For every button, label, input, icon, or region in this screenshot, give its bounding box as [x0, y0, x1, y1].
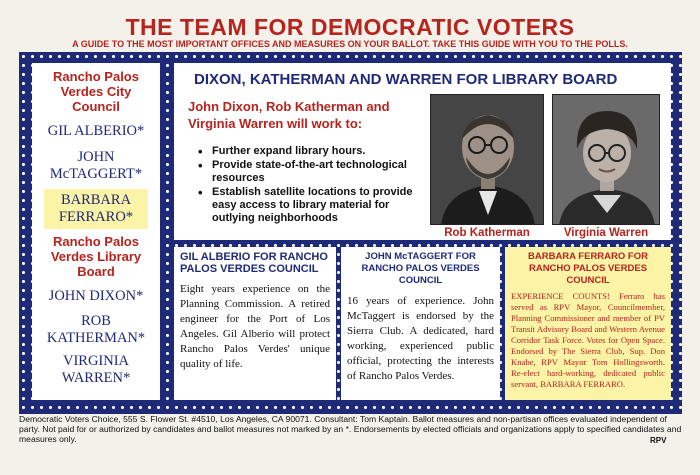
library-candidate: VIRGINIA WARREN*	[61, 353, 131, 386]
photo-caption: Virginia Warren	[563, 227, 649, 239]
list-item: • Provide state-of-the-art technological resources	[198, 159, 434, 185]
page-subtitle: A GUIDE TO THE MOST IMPORTANT OFFICES AND MEASURES ON YOUR BALLOT. TAKE THIS GUIDE WITH YOU TO THE POLLS.	[72, 39, 628, 49]
library-candidate: ROB KATHERMAN*	[46, 313, 146, 346]
candidate-box-highlighted	[505, 247, 671, 400]
disclaimer-footer: Democratic Voters Choice, 555 S. Flower St. #4510, Los Angeles, CA 90071. Consultant: Tom Kaptain. Ballot measures and non-partisan offices evaluated independent of party. Not paid for or authorized by candidates and ballot measures not marked by an *. Endorsements by elected officials and organizations apply to specified candidates and measures only.	[19, 414, 682, 444]
candidate-box-body: EXPERIENCE COUNTS! Ferraro has served as RPV Mayor, Councilmember, Planning Commissioner and member of PV Transit Advisory Board and Western Avenue Corridor Task Force. Votes for Open Space. Endorsed by The Sierra Club, Sup. Don Knabe, RPV Mayor Tom Hollingsworth. Re-elect hard-working, dedicated public servant, BARBARA FERRARO.	[511, 291, 665, 389]
council-candidate-highlighted: BARBARA FERRARO*	[44, 189, 148, 229]
slate-sidebar	[32, 63, 160, 400]
candidate-box-title: GIL ALBERIO FOR RANCHO PALOS VERDES COUNCIL	[180, 251, 328, 275]
candidate-box-body: 16 years of experience. John McTaggert is endorsed by the Sierra Club. A dedicated, hard working, experienced public official, protecting the interests of Rancho Palos Verdes.	[347, 295, 494, 382]
candidate-photo	[552, 94, 660, 225]
library-candidate: JOHN DIXON*	[48, 288, 144, 304]
candidate-photo	[430, 94, 544, 225]
candidate-box-body: Eight years experience on the Planning Commission. A retired engineer for the Port of Los Angeles. Gil Alberio will protect Rancho Palos Verdes' unique quality of life.	[180, 283, 330, 370]
photo-caption: Rob Katherman	[444, 227, 530, 239]
council-slate-title: Rancho Palos Verdes City Council	[53, 69, 139, 114]
footer-code: RPV	[650, 436, 667, 445]
list-item: • Establish satellite locations to provide easy access to library material for outlying neighborhoods	[198, 186, 434, 225]
candidate-box	[174, 247, 336, 400]
library-goals-list	[198, 145, 434, 226]
candidate-box-title: BARBARA FERRARO FOR RANCHO PALOS VERDES COUNCIL	[528, 251, 648, 286]
candidate-box-title: JOHN McTAGGERT FOR RANCHO PALOS VERDES COUNCIL	[361, 251, 480, 286]
council-candidate: JOHN McTAGGERT*	[49, 149, 143, 182]
library-intro: John Dixon, Rob Katherman and Virginia Warren will work to:	[188, 99, 390, 131]
library-board-panel	[174, 63, 671, 240]
candidate-box	[341, 247, 500, 400]
library-slate-title: Rancho Palos Verdes Library Board	[50, 234, 142, 279]
library-panel-title: DIXON, KATHERMAN AND WARREN FOR LIBRARY BOARD	[194, 71, 618, 88]
council-candidate: GIL ALBERIO*	[47, 123, 145, 139]
list-item: • Further expand library hours.	[198, 145, 434, 158]
page-title: THE TEAM FOR DEMOCRATIC VOTERS	[125, 14, 575, 40]
